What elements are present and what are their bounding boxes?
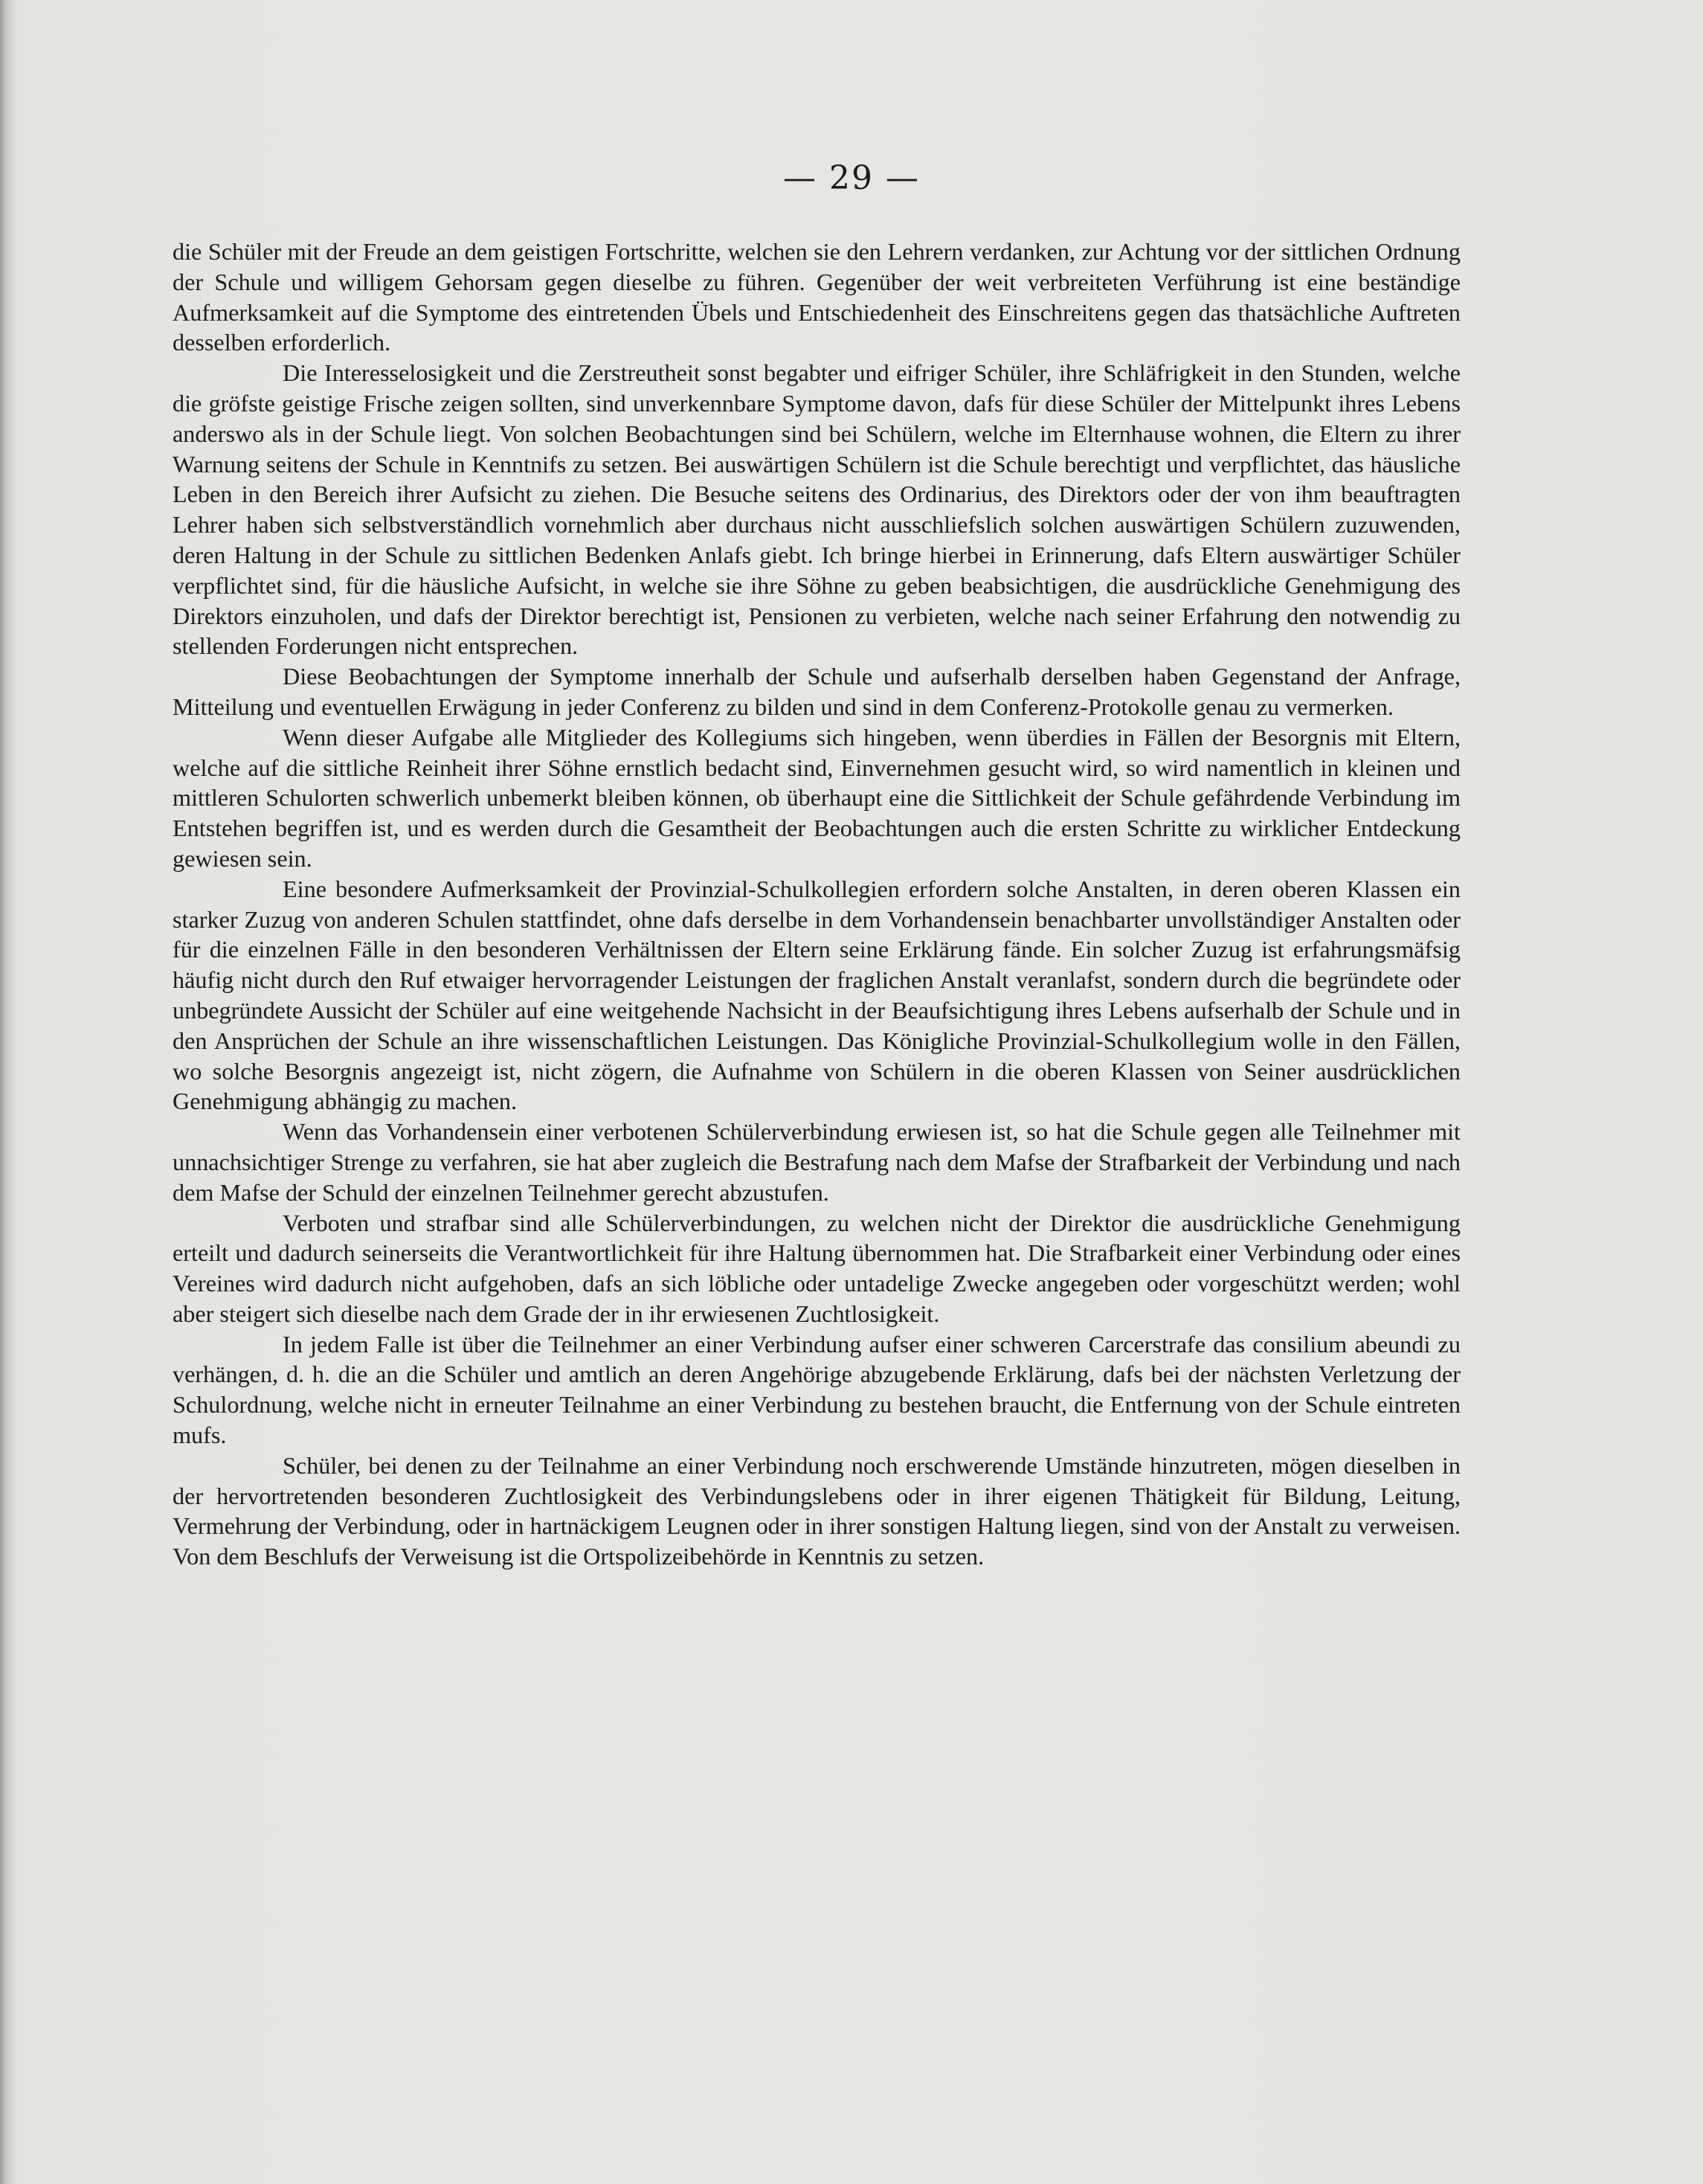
paragraph: Eine besondere Aufmerksamkeit der Provinzial-Schulkollegien erfordern solche Anstalten, in deren oberen Klassen ein starker Zuzug von anderen Schulen stattfindet, ohne dafs derselbe in dem Vorhandensein benachbarter unvollständiger Anstalten oder für die einzelnen Fälle in den besonderen Verhältnissen der Eltern seine Erklärung fände. Ein solcher Zuzug ist erfahrungsmäfsig häufig nicht durch den Ruf etwaiger hervorragender Leistungen der fraglichen Anstalt veranlafst, sondern durch die begründete oder unbegründete Aussicht der Schüler auf eine weitgehende Nachsicht in der Beaufsichtigung ihres Lebens aufserhalb der Schule und in den Ansprüchen der Schule an ihre wissenschaftlichen Leistungen. Das Königliche Provinzial-Schulkollegium wolle in den Fällen, wo solche Besorgnis angezeigt ist, nicht zögern, die Aufnahme von Schülern in die oberen Klassen von Seiner ausdrücklichen Genehmigung abhängig zu machen. [173, 875, 1461, 1115]
paragraph: Die Interesselosigkeit und die Zerstreutheit sonst begabter und eifriger Schüler, ihre Schläfrigkeit in den Stunden, welche die gröfste geistige Frische zeigen sollten, sind unverkennbare Symptome davon, dafs für diese Schüler der Mittelpunkt ihres Lebens anderswo als in der Schule liegt. Von solchen Beobachtungen sind bei Schülern, welche im Elternhause wohnen, die Eltern zu ihrer Warnung seitens der Schule in Kenntnifs zu setzen. Bei auswärtigen Schülern ist die Schule berechtigt und verpflichtet, das häusliche Leben in den Bereich ihrer Aufsicht zu ziehen. Die Besuche seitens des Ordinarius, des Direktors oder der von ihm beauftragten Lehrer haben sich selbstverständlich vornehmlich aber durchaus nicht ausschliefslich solchen auswärtigen Schülern zuzuwenden, deren Haltung in der Schule zu sittlichen Bedenken Anlafs giebt. Ich bringe hierbei in Erinnerung, dafs Eltern auswärtiger Schüler verpflichtet sind, für die häusliche Aufsicht, in welche sie ihre Söhne zu geben beabsichtigen, die ausdrückliche Genehmigung des Direktors einzuholen, und dafs der Direktor berechtigt ist, Pensionen zu verbieten, welche nach seiner Erfahrung den notwendig zu stellenden Forderungen nicht entsprechen. [173, 359, 1461, 660]
paragraph: Verboten und strafbar sind alle Schülerverbindungen, zu welchen nicht der Direktor die ausdrückliche Genehmigung erteilt und dadurch seinerseits die Verantwortlichkeit für ihre Haltung übernommen hat. Die Strafbarkeit einer Verbindung oder eines Vereines wird dadurch nicht aufgehoben, dafs an sich löbliche oder untadelige Zwecke angegeben oder vorgeschützt werden; wohl aber steigert sich dieselbe nach dem Grade der in ihr erwiesenen Zuchtlosigkeit. [173, 1209, 1461, 1327]
paragraph: In jedem Falle ist über die Teilnehmer an einer Verbindung aufser einer schweren Carcerstrafe das consilium abeundi zu verhängen, d. h. die an die Schüler und amtlich an deren Angehörige abzugebende Erklärung, dafs bei der nächsten Verletzung der Schulordnung, welche nicht in erneuter Teilnahme an einer Verbindung zu bestehen braucht, die Entfernung von der Schule eintreten mufs. [173, 1330, 1461, 1449]
paragraph: Wenn dieser Aufgabe alle Mitglieder des Kollegiums sich hingeben, wenn überdies in Fällen der Besorgnis mit Eltern, welche auf die sittliche Reinheit ihrer Söhne ernstlich bedacht sind, Einvernehmen gesucht wird, so wird namentlich in kleinen und mittleren Schulorten schwerlich unbemerkt bleiben können, ob überhaupt eine die Sittlichkeit der Schule gefährdende Verbindung im Entstehen begriffen ist, und es werden durch die Gesamtheit der Beobachtungen auch die ersten Schritte zu wirklicher Entdeckung gewiesen sein. [173, 723, 1461, 872]
body-text [173, 237, 1461, 1572]
paragraph: Wenn das Vorhandensein einer verbotenen Schülerverbindung erwiesen ist, so hat die Schule gegen alle Teilnehmer mit unnachsichtiger Strenge zu verfahren, sie hat aber zugleich die Bestrafung nach dem Mafse der Strafbarkeit der Verbindung und nach dem Mafse der Schuld der einzelnen Teilnehmer gerecht abzustufen. [173, 1118, 1461, 1206]
paragraph: Schüler, bei denen zu der Teilnahme an einer Verbindung noch erschwerende Umstände hinzutreten, mögen dieselben in der hervortretenden besonderen Zuchtlosigkeit des Verbindungslebens oder in ihrer eigenen Thätigkeit für Bildung, Leitung, Vermehrung der Verbindung, oder in hartnäckigem Leugnen oder in ihrer sonstigen Haltung liegen, sind von der Anstalt zu verweisen. Von dem Beschlufs der Verweisung ist die Ortspolizeibehörde in Kenntnis zu setzen. [173, 1451, 1461, 1570]
paragraph: Diese Beobachtungen der Symptome innerhalb der Schule und aufserhalb derselben haben Gegenstand der Anfrage, Mitteilung und eventuellen Erwägung in jeder Conferenz zu bilden und sind in dem Conferenz-Protokolle genau zu vermerken. [173, 663, 1461, 720]
paragraph-continuation: die Schüler mit der Freude an dem geistigen Fortschritte, welchen sie den Lehrern verdanken, zur Achtung vor der sittlichen Ordnung der Schule und willigem Gehorsam gegen dieselbe zu führen. Gegenüber der weit verbreiteten Verführung ist eine beständige Aufmerksamkeit auf die Symptome des eintretenden Übels und Entschiedenheit des Einschreitens gegen das thatsächliche Auftreten desselben erforderlich. [173, 238, 1461, 356]
binding-shadow [0, 0, 16, 2184]
page-number: — 29 — [783, 159, 920, 197]
